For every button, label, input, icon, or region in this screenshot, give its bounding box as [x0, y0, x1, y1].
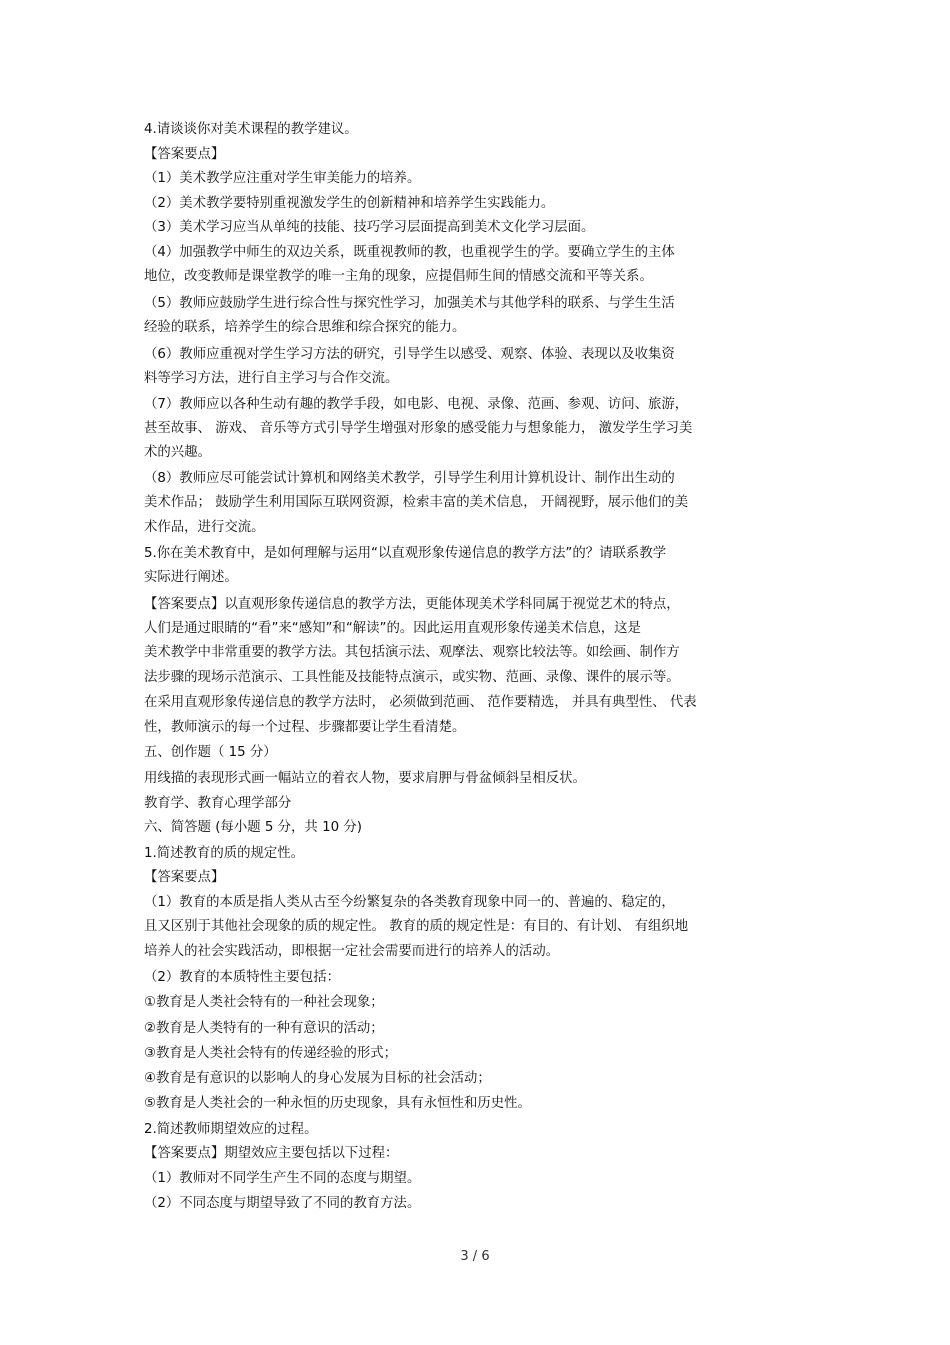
text-line: 在采用直观形象传递信息的教学方法时， 必须做到范画、 范作要精选， 并具有典型性、 代表 — [144, 695, 697, 710]
text-line: 5.你在美术教育中，是如何理解与运用“以直观形象传递信息的教学方法”的？请联系教学 — [144, 546, 667, 561]
text-line: （1）教师对不同学生产生不同的态度与期望。 — [144, 1171, 421, 1186]
text-line: （8）教师应尽可能尝试计算机和网络美术教学，引导学生利用计算机设计、制作出生动的 — [144, 471, 675, 486]
text-line: 培养人的社会实践活动，即根据一定社会需要而进行的培养人的活动。 — [144, 944, 560, 959]
text-line: （6）教师应重视对学生学习方法的研究，引导学生以感受、观察、体验、表现以及收集资 — [144, 347, 675, 362]
text-line: 【答案要点】期望效应主要包括以下过程： — [144, 1146, 399, 1161]
text-line: 【答案要点】 — [144, 870, 225, 885]
text-line: 术作品，进行交流。 — [144, 520, 265, 535]
text-line: 实际进行阐述。 — [144, 570, 238, 585]
text-line: （1）美术教学应注重对学生审美能力的培养。 — [144, 171, 421, 186]
text-line: 人们是通过眼睛的“看”来“感知”和“解读”的。因此运用直观形象传递美术信息，这是 — [144, 621, 641, 636]
text-line: 性，教师演示的每一个过程、步骤都要让学生看清楚。 — [144, 720, 466, 735]
text-line: （3）美术学习应当从单纯的技能、技巧学习层面提高到美术文化学习层面。 — [144, 220, 595, 235]
text-line: （2）教育的本质特性主要包括： — [144, 970, 340, 985]
text-line: ②教育是人类特有的一种有意识的活动； — [144, 1021, 384, 1036]
text-line: 用线描的表现形式画一幅站立的着衣人物，要求肩胛与骨盆倾斜呈相反状。 — [144, 771, 586, 786]
text-line: ①教育是人类社会特有的一种社会现象； — [144, 995, 384, 1010]
text-line: 美术教学中非常重要的教学方法。其包括演示法、观摩法、观察比较法等。如绘画、制作方 — [144, 645, 680, 660]
text-line: 法步骤的现场示范演示、工具性能及技能特点演示，或实物、范画、录像、课件的展示等。 — [144, 670, 680, 685]
page-number: 3 / 6 — [460, 1249, 490, 1264]
text-line: 料等学习方法，进行自主学习与合作交流。 — [144, 371, 399, 386]
text-line: 术的兴趣。 — [144, 445, 211, 460]
section-heading: 教育学、教育心理学部分 — [144, 796, 292, 811]
section-heading: 六、简答题 (每小题 5 分，共 10 分) — [144, 820, 362, 835]
text-line: ③教育是人类社会特有的传递经验的形式； — [144, 1046, 398, 1061]
text-line: ⑤教育是人类社会的一种永恒的历史现象，具有永恒性和历史性。 — [144, 1096, 531, 1111]
text-line: 地位，改变教师是课堂教学的唯一主角的现象，应提倡师生间的情感交流和平等关系。 — [144, 269, 653, 284]
text-line: （4）加强教学中师生的双边关系，既重视教师的教，也重视学生的学。要确立学生的主体 — [144, 245, 675, 260]
text-line: 美术作品； 鼓励学生利用国际互联网资源，检索丰富的美术信息， 开阔视野，展示他们的美 — [144, 495, 689, 510]
text-line: 【答案要点】 — [144, 147, 225, 162]
text-line: （7）教师应以各种生动有趣的教学手段，如电影、电视、录像、范画、参观、访问、旅游， — [144, 397, 689, 412]
question-title: 2.简述教师期望效应的过程。 — [144, 1122, 318, 1137]
text-line: 且又区别于其他社会现象的质的规定性。 教育的质的规定性是：有目的、有计划、 有组织地 — [144, 919, 689, 934]
section-heading: 五、创作题（ 15 分） — [144, 745, 277, 760]
text-line: 【答案要点】以直观形象传递信息的教学方法，更能体现美术学科同属于视觉艺术的特点， — [144, 597, 680, 612]
text-line: （2）不同态度与期望导致了不同的教育方法。 — [144, 1196, 421, 1211]
question-title: 1.简述教育的质的规定性。 — [144, 846, 305, 861]
text-line: （2）美术教学要特别重视激发学生的创新精神和培养学生实践能力。 — [144, 196, 555, 211]
text-line: （5）教师应鼓励学生进行综合性与探究性学习，加强美术与其他学科的联系、与学生生活 — [144, 296, 675, 311]
text-line: 甚至故事、 游戏、 音乐等方式引导学生增强对形象的感受能力与想象能力， 激发学生学习美 — [144, 421, 693, 436]
text-line: 4.请谈谈你对美术课程的教学建议。 — [144, 122, 358, 137]
text-line: 经验的联系，培养学生的综合思维和综合探究的能力。 — [144, 320, 466, 335]
text-line: ④教育是有意识的以影响人的身心发展为目标的社会活动； — [144, 1071, 491, 1086]
text-line: （1）教育的本质是指人类从古至今纷繁复杂的各类教育现象中同一的、普遍的、稳定的， — [144, 895, 675, 910]
